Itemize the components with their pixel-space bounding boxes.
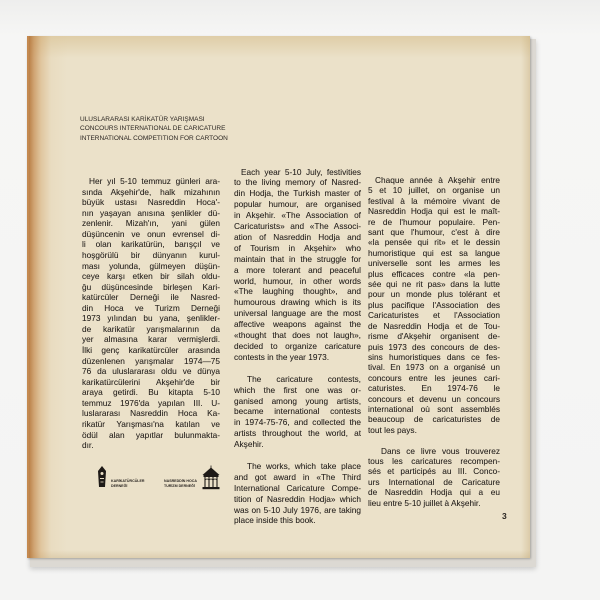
logo-text-line: NASREDDİN HOCA xyxy=(164,479,197,483)
text-line: ganised among young artists, xyxy=(234,395,361,406)
logo-text-line: KARİKATÜRCÜLER xyxy=(111,479,145,483)
text-line: hoşgörülü bir dünyanın kurul- xyxy=(82,249,220,260)
text-line: decided to organize caricature xyxy=(234,341,361,351)
paragraph xyxy=(234,167,361,363)
text-line: international où sont assemblés xyxy=(368,403,500,414)
paragraph xyxy=(234,461,361,526)
text-line: din Hoca ve Turizm Derneği xyxy=(82,302,220,313)
text-line: katürcüler Derneği ile Nasred- xyxy=(82,292,220,303)
paragraph xyxy=(368,175,500,435)
book-page xyxy=(27,36,530,558)
text-line: caturistes. En 1974-76 le xyxy=(368,383,500,394)
text-line: «The laughing thought», and xyxy=(234,286,361,297)
text-line: universal language are the most xyxy=(234,308,361,319)
text-line: maintain that in the struggle for xyxy=(234,253,361,264)
text-line: The works, which take place xyxy=(247,460,361,471)
french-text-column xyxy=(368,175,500,508)
text-line: in Akşehir. «The Association of xyxy=(234,210,361,221)
text-line: Nasreddin Hodja qui est le maît- xyxy=(368,206,500,217)
text-line: ceye karşı etken bir silah oldu- xyxy=(82,271,220,282)
text-line: humourous drawing which is its xyxy=(234,297,361,308)
text-line: zenlenir. Mizah'ın, yani gülen xyxy=(82,218,220,229)
text-line: International Caricature Compe- xyxy=(234,482,361,493)
text-line: 1973 yılından bu yana, şenlikler- xyxy=(82,313,220,324)
text-line: luslararası Nasreddin Hoca Ka- xyxy=(82,408,220,419)
text-line: büyük ustası Nasreddin Hoca'- xyxy=(82,197,220,208)
text-line: affective weapons against the xyxy=(234,319,361,330)
text-line: de karikatür yarışmalarının da xyxy=(82,323,220,334)
text-line: beaucoup de caricaturistes de xyxy=(368,414,500,425)
text-line: rikatür Yarışması'na katılan ve xyxy=(82,418,220,429)
text-line: yer almasına karar vermişlerdi. xyxy=(82,334,220,345)
text-line: 5 et 10 juillet, on organise un xyxy=(368,185,500,196)
text-line: araya getirdi. Bu kitapta 5-10 xyxy=(82,387,220,398)
header-line-turkish: ULUSLARARASI KARİKATÜR YARIŞMASI xyxy=(80,116,205,123)
text-line: de Nasreddin Hodja et de Tou- xyxy=(368,320,500,331)
page-number: 3 xyxy=(502,511,507,521)
text-line: ması yolunda, gülmeyen düşün- xyxy=(82,260,220,271)
text-line: sés et participés au III. Conco- xyxy=(368,466,500,477)
text-line: which the first one was or- xyxy=(234,384,361,395)
text-line: 76 da uluslararası oldu ve dünya xyxy=(82,366,220,377)
text-line: Chaque année à Akşehir entre xyxy=(375,175,500,185)
text-line: pour un monde plus tolérant et xyxy=(368,289,500,300)
text-line: İlki genç karikatürcüler arasında xyxy=(82,345,220,355)
english-text-column xyxy=(234,167,361,527)
text-line: risme d'Akşehir organisent de- xyxy=(368,331,500,342)
text-line: Caricaturistes et l'Association xyxy=(368,310,500,321)
paragraph xyxy=(234,374,361,450)
text-line: The caricature contests, xyxy=(247,373,361,384)
text-line: concours et devenu un concours xyxy=(368,393,500,404)
text-line: ğu düşüncesinde birleşen Kari- xyxy=(82,281,220,292)
text-line: re de l'humour populaire. Pen- xyxy=(368,216,500,227)
text-line: plus efficaces contre «la pen- xyxy=(368,268,500,279)
text-line: became international contests xyxy=(234,406,361,417)
text-line: sée qui ne rit pas» dans la lutte xyxy=(368,279,500,290)
text-line: li olan karikatürün, barışçıl ve xyxy=(82,239,220,250)
text-line: ödül alan yapıtlar bulunmakta- xyxy=(82,429,220,440)
text-line: tition of Nasreddin Hodja» which xyxy=(234,493,361,504)
paragraph xyxy=(368,446,500,508)
caricaturists-association-logo-text xyxy=(111,479,144,488)
text-line: puis 1973 des concours de des- xyxy=(368,341,500,352)
text-line: festival à la mémoire vivant de xyxy=(368,195,500,206)
logo-text-line: DERNEĞİ xyxy=(111,483,128,488)
paragraph xyxy=(82,176,220,451)
header-line-french: CONCOURS INTERNATIONAL DE CARICATURE xyxy=(80,125,226,133)
text-line: tival. En 1973 on a organisé un xyxy=(368,362,500,373)
text-line: place inside this book. xyxy=(234,515,316,526)
tomb-building-icon xyxy=(201,465,221,491)
text-line: «la pensée qui rit» et le dessin xyxy=(368,237,500,248)
text-line: «thought that does not laugh», xyxy=(234,330,361,341)
text-line: and got award in «The Third xyxy=(234,471,361,482)
text-line: in 1974-75-76, and collected the xyxy=(234,417,361,428)
text-line: düzenlenen yarışmalar 1974—75 xyxy=(82,355,220,366)
turkish-text-column xyxy=(82,176,220,451)
text-line: world, humour, in other words xyxy=(234,275,361,286)
text-line: sins humoristiques dans ce fes- xyxy=(368,351,500,362)
text-line: concours entre les jeunes cari- xyxy=(368,372,500,383)
text-line: universelle sont les armes les xyxy=(368,258,500,269)
text-line: was on 5-10 July 1976, are taking xyxy=(234,504,361,515)
text-line: Her yıl 5-10 temmuz günleri ara- xyxy=(89,176,220,186)
text-line: of Tourism in Akşehir» who xyxy=(234,242,361,253)
text-line: lieu entre 5-10 juillet à Akşehir. xyxy=(368,497,481,508)
text-line: dır. xyxy=(82,440,94,451)
text-line: tout les pays. xyxy=(368,424,417,435)
text-line: sında Akşehir'de, halk mizahının xyxy=(82,186,220,197)
text-line: de Nasreddin Hodja qui a eu xyxy=(368,487,500,498)
text-line: to the living memory of Nasred- xyxy=(234,177,361,188)
text-line: düşüncenin ve onun evrensel di- xyxy=(82,228,220,239)
page-header xyxy=(80,115,228,143)
text-line: popular humour, are organised xyxy=(234,199,361,210)
text-line: karikatürcülerini Akşehir'de bir xyxy=(82,376,220,387)
logo-text-line: TURİZM DERNEĞİ xyxy=(164,483,195,488)
text-line: Caricaturists» and «The Associ- xyxy=(234,221,361,232)
text-line: contests in the year 1973. xyxy=(234,351,330,362)
text-line: tous les caricatures recompen- xyxy=(368,455,500,466)
text-line: nın yaşayan anısına şenlikler dü- xyxy=(82,207,220,218)
text-line: artists throughout the world, at xyxy=(234,428,361,439)
text-line: din Hodja, the Turkish master of xyxy=(234,188,361,199)
text-line: temmuz 1976'da yapılan III. U- xyxy=(82,397,220,408)
text-line: ation of Nasreddin Hodja and xyxy=(234,231,361,242)
text-line: humoristique qui est sa langue xyxy=(368,247,500,258)
header-line-english: INTERNATIONAL COMPETITION FOR CARTOON xyxy=(80,134,228,142)
text-line: sant que l'humour, c'est à dire xyxy=(368,227,500,238)
text-line: a more tolerant and peaceful xyxy=(234,264,361,275)
text-line: urs International de Caricature xyxy=(368,476,500,487)
text-line: plus pacifique l'Association des xyxy=(368,299,500,310)
text-line: Each year 5-10 July, festivities xyxy=(241,166,361,177)
text-line: Dans ce livre vous trouverez xyxy=(381,445,500,456)
nasreddin-hodja-tourism-association-logo-text xyxy=(164,479,197,488)
caricaturists-emblem-icon xyxy=(95,465,109,489)
text-line: Akşehir. xyxy=(234,439,264,450)
